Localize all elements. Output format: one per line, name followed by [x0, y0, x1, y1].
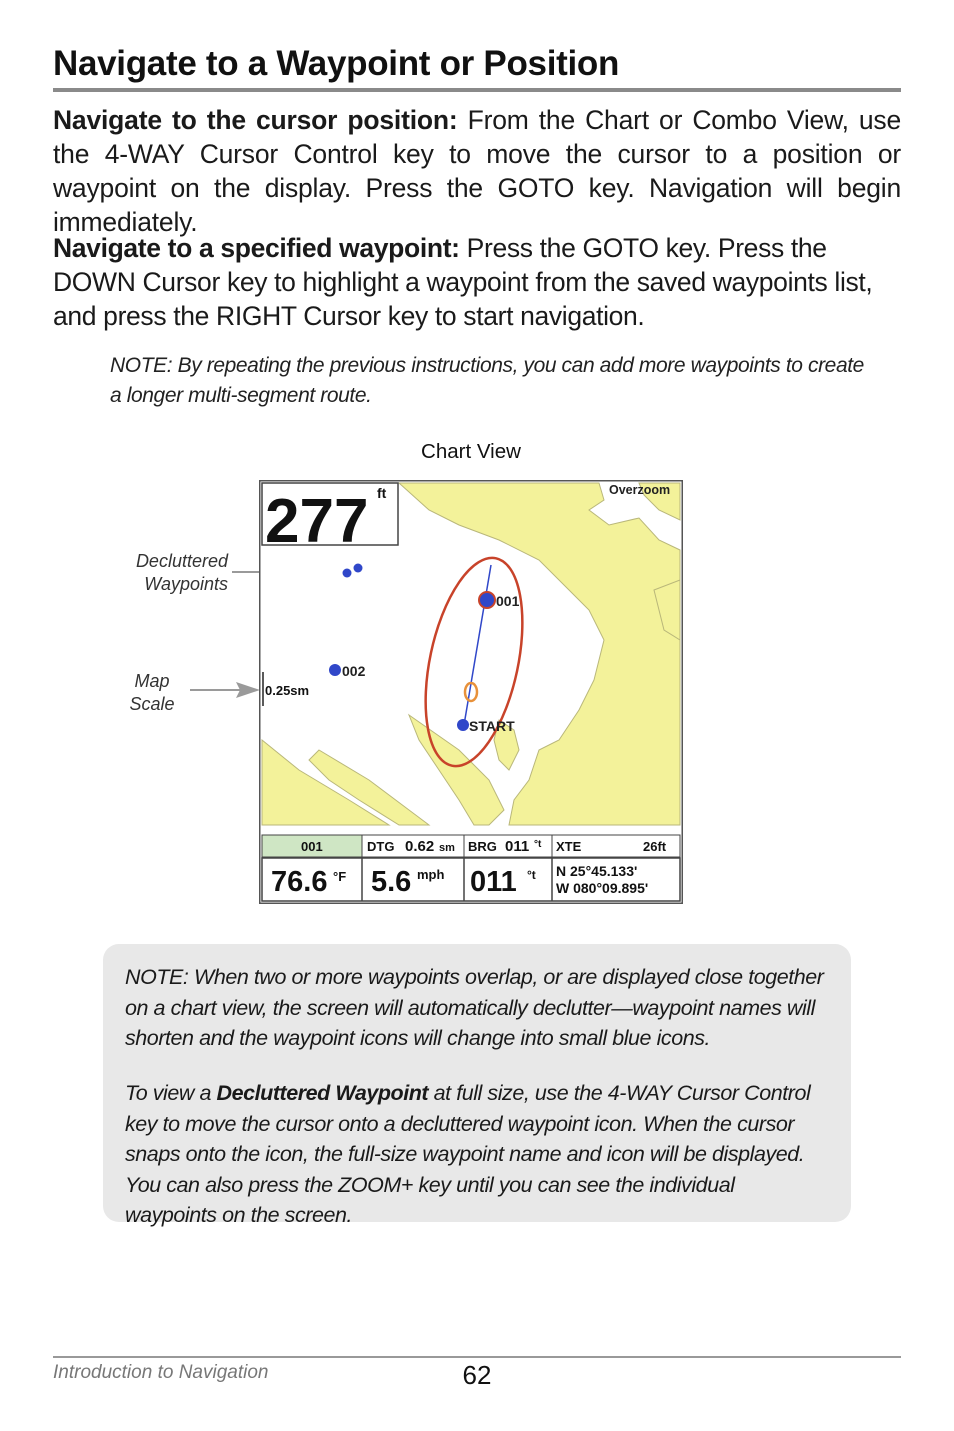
figure-caption: Chart View — [421, 440, 521, 463]
speed-unit: mph — [417, 867, 445, 882]
bar-waypoint: 001 — [301, 839, 323, 854]
callout-line: Waypoints — [144, 574, 228, 594]
heading-unit: °t — [527, 868, 536, 882]
depth-readout — [262, 483, 398, 556]
note-declutter — [125, 962, 830, 1054]
callout-line: Scale — [129, 694, 175, 714]
brg-label: BRG — [468, 839, 497, 854]
note-view-decluttered — [125, 1078, 830, 1231]
dtg-unit: sm — [439, 842, 455, 854]
latitude: N 25°45.133' — [556, 863, 638, 879]
dtg-value: 0.62 — [405, 838, 435, 855]
note-text: When two or more waypoints overlap, or are displayed close together on a chart view, the screen will automatically declutter—waypoint names will shorten and the waypoint icons will change into small blue icons. — [125, 965, 824, 1050]
xte-label: XTE — [556, 839, 582, 854]
paragraph-lead: Navigate to the cursor position: — [53, 105, 458, 135]
note-text: By repeating the previous instructions, you can add more waypoints to create a longer multi-segment route. — [110, 354, 864, 407]
brg-unit: °t — [534, 839, 542, 850]
depth-unit: ft — [377, 485, 387, 501]
water-temp-unit: °F — [333, 869, 347, 884]
depth-value: 277 — [265, 487, 369, 556]
info-bar-bottom — [262, 858, 680, 901]
info-bar-top — [262, 835, 680, 857]
note-text-pre: To view a — [125, 1081, 217, 1105]
waypoint-label: 002 — [342, 663, 366, 679]
footer-section: Introduction to Navigation — [53, 1362, 269, 1383]
paragraph-text: Press the GOTO key. Press the DOWN Cursor key to highlight a waypoint from the saved waypoints list, and press the RIGHT Cursor key to start navigation. — [53, 233, 873, 331]
note-emphasis: Decluttered Waypoint — [216, 1081, 429, 1105]
callout-line: Map — [134, 671, 170, 691]
note-text-post: at full size, use the 4-WAY Cursor Control key to move the cursor onto a decluttered waypoint icon. When the cursor snaps onto the icon, the full-size waypoint name and icon will be displayed. You can also press the ZOOM+ key until you can see the individual waypoints on the screen. — [125, 1081, 811, 1227]
arrow-map-scale — [190, 682, 260, 698]
paragraph-lead: Navigate to a specified waypoint: — [53, 233, 460, 263]
water-temp: 76.6 — [271, 866, 328, 898]
page-title: Navigate to a Waypoint or Position — [53, 44, 620, 83]
waypoint-label: START — [469, 718, 515, 734]
overzoom-label: Overzoom — [609, 483, 671, 497]
waypoint-001 — [479, 592, 520, 609]
heading: 011 — [470, 866, 517, 898]
footer-rule — [53, 1356, 901, 1358]
note-label: NOTE: — [125, 965, 189, 989]
chart-view-screen — [259, 480, 683, 904]
waypoint-label: 001 — [496, 593, 520, 609]
brg-value: 011 — [505, 838, 530, 855]
map-scale-value: 0.25sm — [265, 683, 310, 698]
xte-value: 26ft — [643, 839, 667, 854]
paragraph-text: From the Chart or Combo View, use the 4-WAY Cursor Control key to move the cursor to a position or waypoint on the display. Press the GOTO key. Navigation will begin immediately. — [53, 105, 901, 237]
dtg-label: DTG — [367, 839, 395, 854]
speed: 5.6 — [371, 866, 412, 898]
note-label: NOTE: — [110, 354, 173, 377]
page-number: 62 — [462, 1360, 492, 1390]
longitude: W 080°09.895' — [556, 880, 649, 896]
callout-line: Decluttered — [135, 551, 228, 571]
